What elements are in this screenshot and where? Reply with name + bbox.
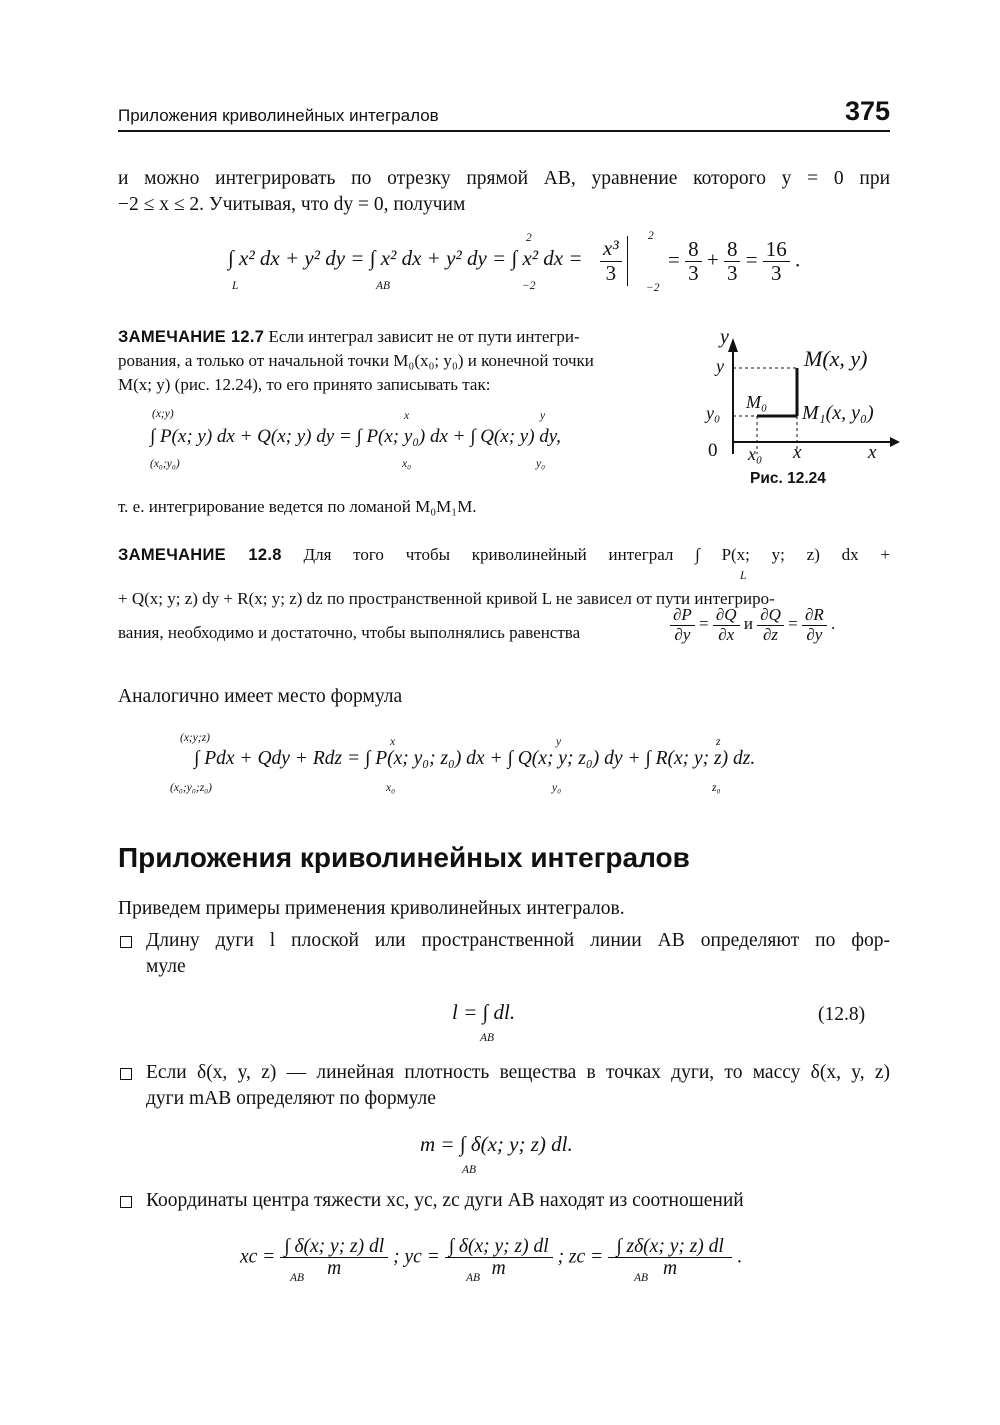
x-axis-arrow-icon — [890, 437, 900, 447]
fraction-numerator: x³ — [600, 237, 622, 261]
limit-label: AB — [480, 1032, 495, 1044]
bullet-line: Если δ(x, y, z) — линейная плотность вещества в точках дуги, то массу δ(x, y, z) — [146, 1062, 890, 1083]
symbol: = — [668, 247, 680, 272]
symbol: . — [795, 247, 801, 272]
remark-text: Для того чтобы криволинейный интеграл ∫ P(x; y; z) dx + — [303, 545, 891, 564]
remark-12-7-line — [118, 324, 688, 350]
fraction — [600, 237, 622, 284]
formula-lhs: ∫ x² dx + y² dy = ∫ x² dx + y² dy = ∫ x² dx = — [228, 246, 583, 270]
fraction-denominator: ∂y — [674, 624, 691, 644]
formula-space-integral: ∫ Pdx + Qdy + Rdz = ∫ P(x; y₀; z₀) dx + ∫ Q(x; y; z₀) dy + ∫ R(x; y; z) dz. — [194, 748, 756, 769]
fraction — [445, 1236, 553, 1280]
paragraph-line: и можно интегрировать по отрезку прямой AB, уравнение которого y = 0 при — [118, 168, 891, 189]
figure-label-point-m: M(x, y) — [804, 346, 868, 371]
limit-label: x — [404, 410, 410, 422]
fraction — [763, 238, 790, 285]
formula-partial-derivatives — [670, 606, 835, 644]
fraction-numerator: 16 — [763, 238, 790, 262]
symbol: . — [831, 614, 836, 634]
figure-label-x0: x₀ — [748, 444, 763, 464]
limit-label: x — [390, 736, 396, 748]
remark-12-7-line: рования, а только от начальной точки M₀(x₀; y₀) и конечной точки — [118, 351, 594, 370]
fraction-denominator: ∂y — [806, 624, 823, 644]
fraction — [608, 1236, 732, 1280]
fraction-numerator: ∂P — [670, 606, 695, 626]
figure-label-point-m0: M₀ — [746, 392, 768, 412]
fraction-denominator: m — [663, 1258, 678, 1280]
fraction-denominator: ∂x — [718, 624, 735, 644]
limit-label: L — [232, 280, 239, 292]
limit-label: y₀ — [552, 782, 562, 794]
figure-label-axis-y: y — [720, 326, 729, 348]
fraction-denominator: 3 — [771, 261, 782, 286]
page-number: 375 — [844, 96, 890, 126]
limit-label: L — [740, 570, 747, 582]
limit-label: z — [716, 736, 721, 748]
symbol: = — [745, 247, 758, 272]
running-header — [118, 96, 890, 132]
fraction-denominator: m — [491, 1258, 506, 1280]
limit-label: z₀ — [712, 782, 721, 794]
paragraph-line: −2 ≤ x ≤ 2. Учитывая, что dy = 0, получим — [118, 194, 466, 215]
checkbox-bullet-icon — [120, 1196, 132, 1208]
fraction-numerator: ∂Q — [713, 606, 740, 626]
formula-fraction-block — [600, 236, 628, 286]
fraction-numerator: ∫ δ(x; y; z) dl — [280, 1236, 388, 1258]
fraction — [802, 606, 827, 644]
fraction-numerator: 8 — [685, 238, 702, 262]
fraction — [713, 606, 740, 644]
bullet-line: Координаты центра тяжести xc, yc, zc дуги AB находят из соотношений — [146, 1190, 744, 1211]
formula-integral-ab — [228, 246, 583, 271]
fraction — [670, 606, 695, 644]
checkbox-bullet-icon — [120, 1068, 132, 1080]
remark-label: ЗАМЕЧАНИЕ 12.7 — [118, 328, 265, 346]
remark-12-7-line: M(x; y) (рис. 12.24), то его принято записывать так: — [118, 375, 491, 394]
remark-12-8-line: вания, необходимо и достаточно, чтобы выполнялись равенства — [118, 623, 581, 642]
formula-result — [668, 238, 800, 285]
figure-label-point-m1: M₁(x, y₀) — [802, 402, 874, 424]
paragraph-analog: Аналогично имеет место формула — [118, 686, 403, 707]
symbol: = — [788, 614, 798, 634]
section-heading: Приложения криволинейных интегралов — [118, 842, 690, 873]
fraction-denominator: 3 — [688, 261, 699, 286]
limit-label: (x;y;z) — [180, 732, 211, 744]
limit-label: AB — [466, 1272, 481, 1284]
fraction-numerator: ∂Q — [757, 606, 784, 626]
fraction — [685, 238, 702, 285]
fraction-numerator: ∫ zδ(x; y; z) dl — [608, 1236, 732, 1258]
bullet-line: Длину дуги l плоской или пространственной линии AB определяют по фор- — [146, 930, 890, 951]
remark-12-8-line — [118, 542, 890, 568]
section-intro: Приведем примеры применения криволинейных интегралов. — [118, 898, 625, 919]
limit-label: (x₀;y₀) — [150, 458, 180, 470]
limit-label: −2 — [522, 280, 536, 292]
limit-label: −2 — [646, 282, 660, 294]
fraction-denominator: 3 — [726, 261, 738, 286]
limit-label: y₀ — [536, 458, 546, 470]
fraction — [724, 238, 741, 285]
figure-label-x: x — [793, 442, 802, 463]
figure-label-axis-x: x — [868, 442, 877, 463]
limit-label: AB — [634, 1272, 649, 1284]
equation-number: (12.8) — [818, 1004, 866, 1025]
formula-arc-mass: m = ∫ δ(x; y; z) dl. — [420, 1132, 573, 1156]
yc-label: ; yc = — [393, 1246, 440, 1268]
checkbox-bullet-icon — [120, 936, 132, 948]
limit-label: 2 — [526, 232, 532, 244]
remark-label: ЗАМЕЧАНИЕ 12.8 — [118, 546, 282, 564]
remark-text: Если интеграл зависит не от пути интегри- — [268, 327, 580, 346]
evaluation-bar — [627, 236, 629, 286]
limit-label: y — [556, 736, 562, 748]
limit-label: y — [540, 410, 546, 422]
figure-label-origin: 0 — [708, 440, 718, 461]
formula-arc-length: l = ∫ dl. — [452, 1000, 516, 1024]
formula-center-of-mass — [240, 1236, 742, 1280]
bullet-line: муле — [146, 956, 186, 977]
symbol: = — [699, 614, 709, 634]
fraction-numerator: 8 — [724, 238, 741, 262]
formula-path-independent: ∫ P(x; y) dx + Q(x; y) dy = ∫ P(x; y₀) dx + ∫ Q(x; y) dy, — [150, 426, 561, 447]
fraction-numerator: ∫ δ(x; y; z) dl — [445, 1236, 553, 1258]
figure-label-y0: y₀ — [706, 403, 721, 423]
remark-12-8-line: + Q(x; y; z) dy + R(x; y; z) dz по пространственной кривой L не зависел от пути интегриро- — [118, 589, 775, 608]
running-header-title: Приложения криволинейных интегралов — [118, 106, 439, 125]
limit-label: AB — [462, 1164, 477, 1176]
limit-label: x₀ — [386, 782, 396, 794]
fraction-numerator: ∂R — [802, 606, 827, 626]
limit-label: 2 — [648, 230, 654, 242]
figure-caption: Рис. 12.24 — [750, 470, 826, 487]
bullet-line: дуги mAB определяют по формуле — [146, 1088, 436, 1109]
symbol: . — [736, 1246, 742, 1268]
limit-label: (x₀;y₀;z₀) — [170, 782, 212, 794]
fraction-denominator: 3 — [605, 260, 617, 285]
conjunction: и — [743, 614, 753, 634]
remark-12-7-after: т. е. интегрирование ведется по ломаной M₀M₁M. — [118, 497, 477, 516]
fraction — [757, 606, 784, 644]
fraction-denominator: m — [327, 1258, 342, 1280]
limit-label: AB — [290, 1272, 305, 1284]
y-axis-arrow-icon — [728, 338, 738, 352]
limit-label: x₀ — [402, 458, 412, 470]
xc-label: xc = — [240, 1246, 276, 1268]
zc-label: ; zc = — [557, 1246, 604, 1268]
fraction-denominator: ∂z — [763, 624, 779, 644]
limit-label: AB — [376, 280, 391, 292]
limit-label: (x;y) — [152, 408, 174, 420]
figure-label-y: y — [716, 356, 724, 376]
symbol: + — [706, 247, 719, 272]
